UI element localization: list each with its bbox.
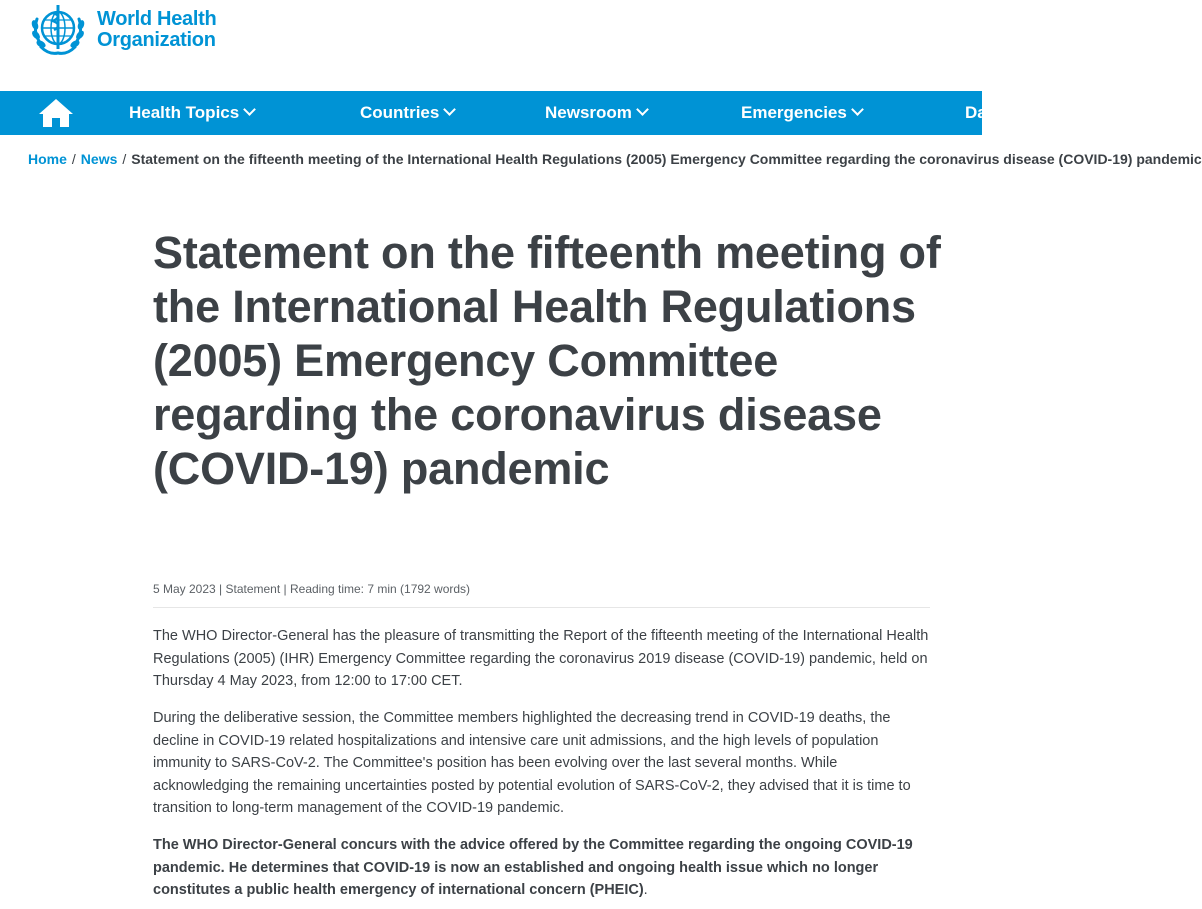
nav-countries-label: Countries: [360, 103, 440, 122]
breadcrumb: [28, 151, 1202, 167]
nav-health-topics-label: Health Topics: [129, 103, 240, 122]
chevron-down-icon: [443, 103, 456, 116]
nav-data-label: Da: [965, 103, 987, 122]
divider: [153, 607, 930, 608]
main-nav: [0, 91, 987, 135]
chevron-down-icon: [636, 103, 649, 116]
article-paragraph-3: [153, 834, 933, 902]
page-title: Statement on the fifteenth meeting of the International Health Regulations (2005) Emergency Committee regarding the coronavirus disease (COVID-19) pandemic: [153, 227, 941, 494]
breadcrumb-current: Statement on the fifteenth meeting of the International Health Regulations (2005) Emergency Committee regarding the coronavirus disease (COVID-19) pandemic: [131, 151, 1202, 167]
logo-line-1: World Health: [97, 8, 217, 30]
breadcrumb-home-link[interactable]: Home: [28, 151, 67, 167]
article-paragraph-1: The WHO Director-General has the pleasure of transmitting the Report of the fifteenth meeting of the International Health Regulations (2005) (IHR) Emergency Committee regarding the coronavirus 2019 disease (COVID-19) pandemic, held on Thursday 4 May 2023, from 12:00 to 17:00 CET.: [153, 628, 929, 689]
logo-wordmark: [97, 9, 216, 51]
nav-newsroom[interactable]: [545, 91, 647, 135]
nav-newsroom-label: Newsroom: [545, 103, 632, 122]
article-meta: 5 May 2023 | Statement | Reading time: 7 min (1792 words): [153, 582, 471, 596]
home-icon[interactable]: [37, 97, 75, 129]
nav-health-topics[interactable]: [129, 91, 254, 135]
nav-countries[interactable]: [360, 91, 454, 135]
breadcrumb-news-link[interactable]: News: [80, 151, 118, 167]
article-paragraph-3-end: .: [643, 882, 648, 898]
logo-line-2: Organization: [97, 29, 216, 51]
who-emblem-icon: [27, 1, 89, 59]
chevron-down-icon: [851, 103, 864, 116]
nav-emergencies-label: Emergencies: [741, 103, 847, 122]
article-paragraph-2: During the deliberative session, the Committee members highlighted the decreasing trend in COVID-19 deaths, the decline in COVID-19 related hospitalizations and intensive care unit admissions, and the high levels of population immunity to SARS-CoV-2. The Committee's position has been evolving over the last several months. While acknowledging the remaining uncertainties posted by potential evolution of SARS-CoV-2, they advised that it is time to transition to long-term management of the COVID-19 pandemic.: [153, 710, 911, 816]
breadcrumb-separator: /: [122, 151, 127, 167]
who-logo[interactable]: [27, 0, 216, 60]
nav-emergencies[interactable]: [741, 91, 862, 135]
breadcrumb-separator: /: [71, 151, 76, 167]
article-paragraph-3-bold: The WHO Director-General concurs with the advice offered by the Committee regarding the ongoing COVID-19 pandemic. He determines that COVID-19 is now an established and ongoing health issue which no longer constitutes a public health emergency of international concern (PHEIC): [153, 837, 913, 898]
site-header: [0, 0, 982, 91]
nav-data[interactable]: [965, 91, 987, 135]
chevron-down-icon: [243, 103, 256, 116]
